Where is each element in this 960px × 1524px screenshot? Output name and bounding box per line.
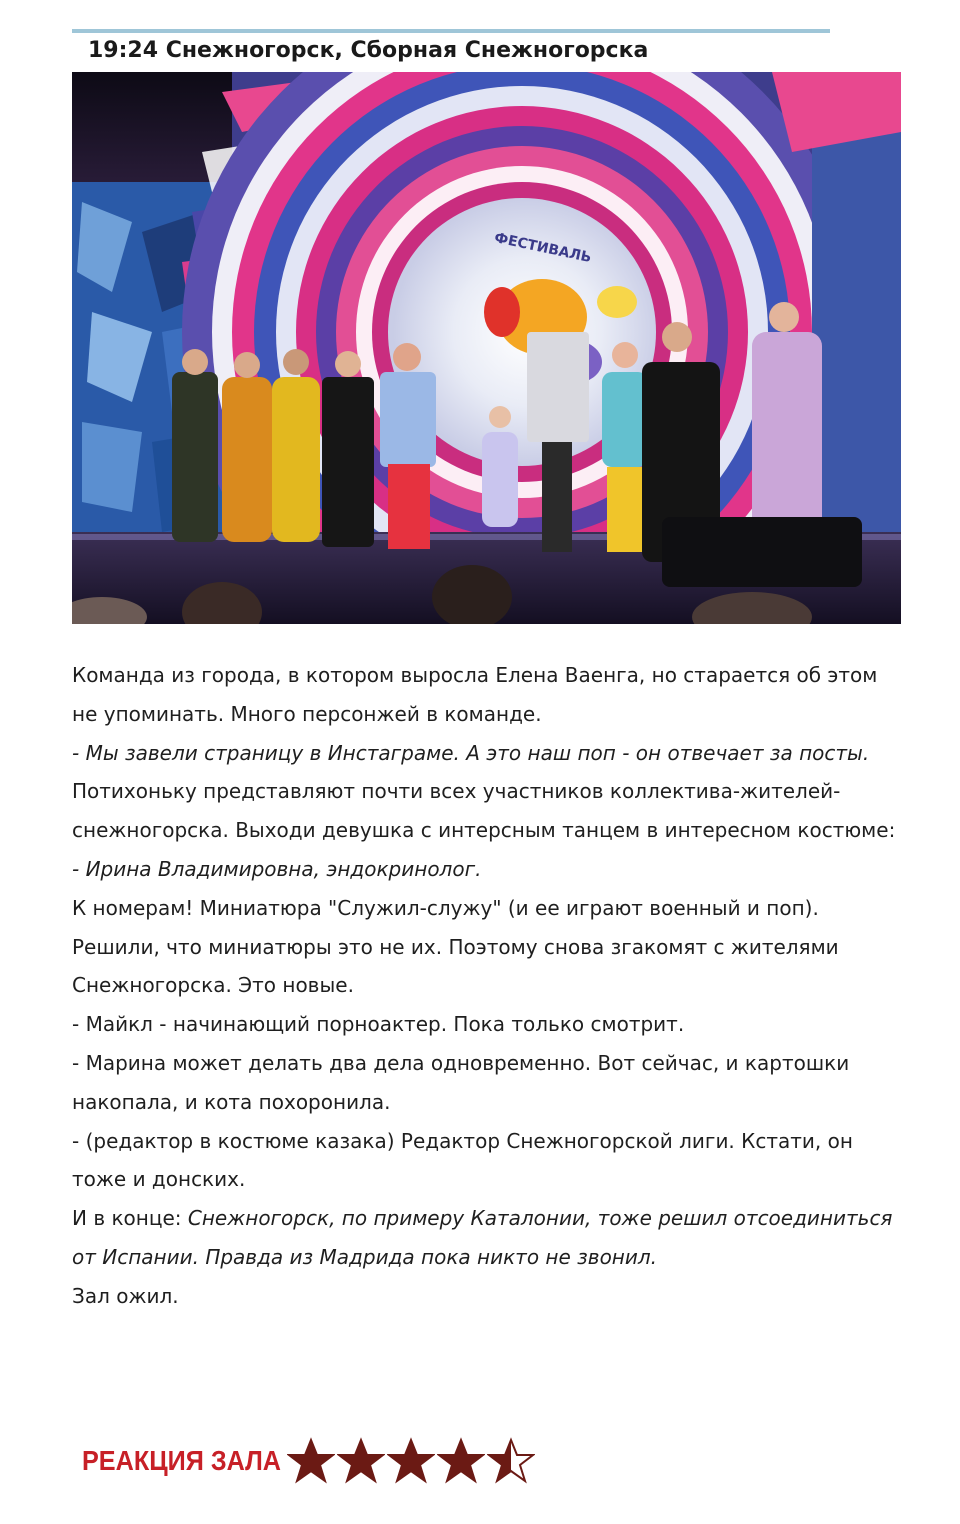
entry-title: Снежногорск, Сборная Снежногорска [165,38,649,63]
paragraph: - Марина может делать два дела одновременно. Вот сейчас, и картошки накопала, и кота похоронила. [72,1050,850,1114]
star-full-icon [337,1437,385,1485]
quote: - Мы завели страницу в Инстаграме. А это наш поп - он отвечает за посты. [72,740,870,765]
rating-stars [287,1437,535,1485]
audience-reaction [82,1432,535,1490]
star-full-icon [287,1437,335,1485]
stage-photo [72,72,901,624]
paragraph: Потихоньку представляют почти всех участников коллектива-жителей-снежногорска. Выходи девушка с интерсным танцем в интересном костюме: [72,779,896,843]
paragraph-lead: И в конце: [72,1206,188,1231]
entry-heading [88,36,648,66]
article-body [72,656,902,1316]
star-full-icon [387,1437,435,1485]
svg-text:ФЕСТИВАЛЬ: ФЕСТИВАЛЬ [492,229,593,267]
paragraph: Зал ожил. [72,1283,179,1308]
paragraph: К номерам! Миниатюра "Служил-служу" (и ее играют военный и поп). Решили, что миниатюры это не их. Поэтому снова згакомят с жителями Снежногорска. Это новые. [72,895,839,998]
paragraph: - Майкл - начинающий порноактер. Пока только смотрит. [72,1012,685,1037]
reaction-label: РЕАКЦИЯ ЗАЛА [82,1445,282,1476]
star-half-icon [487,1437,535,1485]
header-rule [72,29,830,33]
paragraph: Команда из города, в котором выросла Елена Ваенга, но старается об этом не упоминать. Много персонжей в команде. [72,663,878,726]
paragraph: - (редактор в костюме казака) Редактор Снежногорской лиги. Кстати, он тоже и донских. [72,1128,853,1192]
paragraph [72,1199,902,1277]
quote: Снежногорск, по примеру Каталонии, тоже решил отсоединиться от Испании. Правда из Мадрида пока никто не звонил. [72,1206,893,1269]
quote: - Ирина Владимировна, эндокринолог. [72,856,482,881]
star-full-icon [437,1437,485,1485]
entry-time: 19:24 [88,38,159,63]
